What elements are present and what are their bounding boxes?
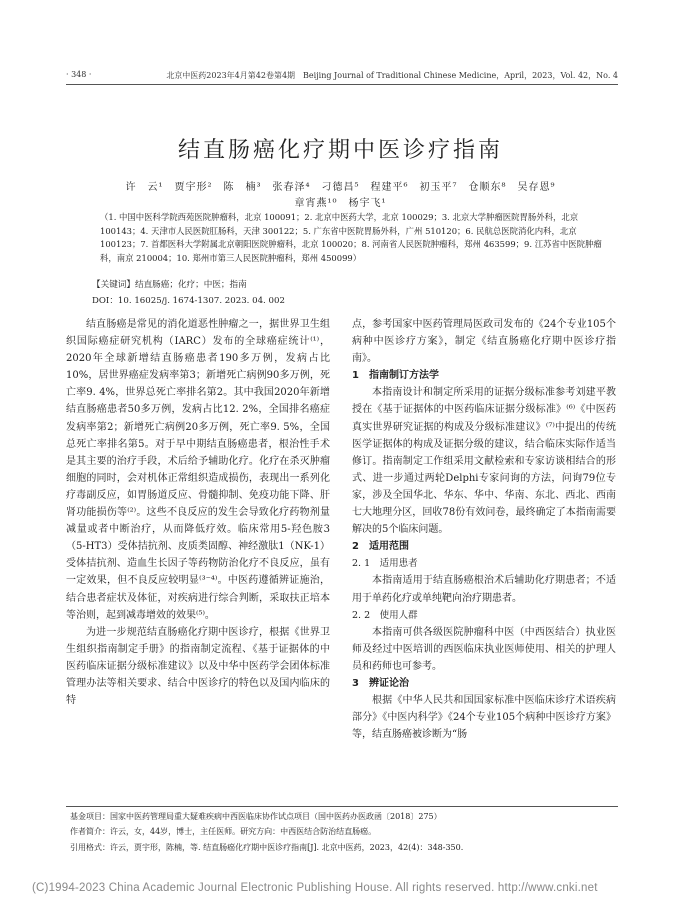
affiliations: （1. 中国中医科学院西苑医院肿瘤科，北京 100091；2. 北京中医药大学，北京 100029；3. 北京大学肿瘤医院胃肠外科，北京 100143；4. 天津市人民医院肛肠科，天津 300122；5. 广东省中医院胃肠外科，广州 510120；6. 民航总医院消化内科，北京 100123；7. 首都医科大学附属北京朝阳医院肿瘤科，北京 100020；8. 河南省人民医院肿瘤科，郑州 463599；9. 江苏省中医院肿瘤科，南京 210004；10. 郑州市第三人民医院肿瘤科，郑州 450099） xyxy=(100,212,602,263)
paragraph: 结直肠癌是常见的消化道恶性肿瘤之一，据世界卫生组织国际癌症研究机构（IARC）发布的全球癌症统计⁽¹⁾，2020年全球新增结直肠癌患者190多万例，发病占比10%，居世界癌症发病率第3；新增死亡病例90多万例，死亡率9. 4%，世界总死亡率排名第2。其中我国2020年新增结直肠癌患者50多万例，发病占比12. 2%，全国排名癌症发病率第2；新增死亡病例20多万例，死亡率9. 5%，全国总死亡率排名第5。对于早中期结直肠癌患者，根治性手术是其主要的治疗手段，术后给予辅助化疗。化疗在杀灭肿瘤细胞的同时，会对机体正常组织造成损伤，表现出一系列化疗毒副反应，如胃肠道反应、骨髓抑制、免疫功能下降、肝肾功能损伤等⁽²⁾。这些不良反应的发生会导致化疗药物剂量减量或者中断治疗，从而降低疗效。临床常用5-羟色胺3（5-HT3）受体拮抗剂、皮质类固醇、神经激肽1（NK-1）受体拮抗剂、造血生长因子等药物防治化疗不良反应，虽有一定效果，但不良反应较明显⁽³⁻⁴⁾。中医药遵循辨证施治，结合患者症状及体征，对疾病进行综合判断，采取扶正培本等治则，起到减毒增效的效果⁽⁵⁾。 xyxy=(66,319,330,621)
subsection-heading: 2. 2 使用人群 xyxy=(352,609,418,621)
section-heading: 3 辨证论治 xyxy=(352,677,409,689)
footnote-citation: 引用格式：许云，贾宇形，陈楠，等. 结直肠癌化疗期中医诊疗指南[J]. 北京中医药，2023，42(4)：348-350. xyxy=(70,843,464,852)
authors-line-2: 章宵燕¹⁰ 杨宇飞¹ xyxy=(294,198,387,209)
paragraph: 本指南设计和制定所采用的证据分级标准参考刘建平教授在《基于证据体的中医药临床证据分级标准》⁽⁶⁾《中医药真实世界研究证据的构成及分级标准建议》⁽⁷⁾中提出的传统医学证据体的构成及证据分级的建议，结合临床实际作适当修订。指南制定工作组采用文献检索和专家访谈相结合的形式、进一步通过两轮Delphi专家问询的方法，问询79位专家，涉及全国华北、华东、华中、华南、东北、西北、西南七大地理分区，回收78份有效问卷，最终确定了本指南需要解决的5个临床问题。 xyxy=(352,387,616,536)
section-heading: 1 指南制订方法学 xyxy=(352,370,439,382)
page-number: · 348 · xyxy=(66,70,92,79)
footnote-author: 作者简介：许云，女，44岁，博士，主任医师。研究方向：中西医结合防治结直肠癌。 xyxy=(70,827,377,836)
paragraph: 根据《中华人民共和国国家标准中医临床诊疗术语疾病部分》《中医内科学》《24个专业105个病种中医诊疗方案》等，结直肠癌被诊断为“肠 xyxy=(352,695,616,741)
subsection-heading: 2. 1 适用患者 xyxy=(352,558,418,570)
paragraph: 点，参考国家中医药管理局医政司发布的《24个专业105个病种中医诊疗方案》，制定《结直肠癌化疗期中医诊疗指南》。 xyxy=(352,319,616,365)
header-rule xyxy=(66,84,618,85)
section-heading: 2 适用范围 xyxy=(352,541,409,553)
copyright-notice: (C)1994-2023 China Academic Journal Electronic Publishing House. All rights reserved. http://www.cnki.net xyxy=(32,882,598,894)
doi: DOI：10. 16025/j. 1674-1307. 2023. 04. 002 xyxy=(92,296,285,306)
footnote-rule xyxy=(66,806,618,807)
paragraph: 为进一步规范结直肠癌化疗期中医诊疗，根据《世界卫生组织指南制定手册》的指南制定流程、《基于证据体的中医药临床证据分级标准建议》以及中华中医药学会团体标准管理办法等相关要求、结合中医诊疗的特色以及国内临床的特 xyxy=(66,626,330,707)
paragraph: 本指南适用于结直肠癌根治术后辅助化疗期患者；不适用于单药化疗或单纯靶向治疗期患者。 xyxy=(352,575,616,604)
body-column-left xyxy=(66,316,330,709)
paragraph: 本指南可供各级医院肿瘤科中医（中西医结合）执业医师及经过中医培训的西医临床执业医师使用、相关的护理人员和药师也可参考。 xyxy=(352,626,616,672)
journal-info: 北京中医药2023年4月第42卷第4期 Beijing Journal of Traditional Chinese Medicine，April，2023，Vol. 42，No. 4 xyxy=(166,71,618,80)
footnote-fund: 基金项目：国家中医药管理局重大疑难疾病中西医临床协作试点项目（国中医药办医政函〔2018〕275） xyxy=(70,812,442,821)
article-title: 结直肠癌化疗期中医诊疗指南 xyxy=(177,138,503,163)
authors-line-1: 许 云¹ 贾宇形² 陈 楠³ 张春泽⁴ 刁德昌⁵ 程建平⁶ 初玉平⁷ 仓顺东⁸ 吴存恩⁹ xyxy=(125,182,556,193)
keywords: 【关键词】结直肠癌；化疗；中医；指南 xyxy=(92,280,247,290)
body-column-right xyxy=(352,316,616,743)
